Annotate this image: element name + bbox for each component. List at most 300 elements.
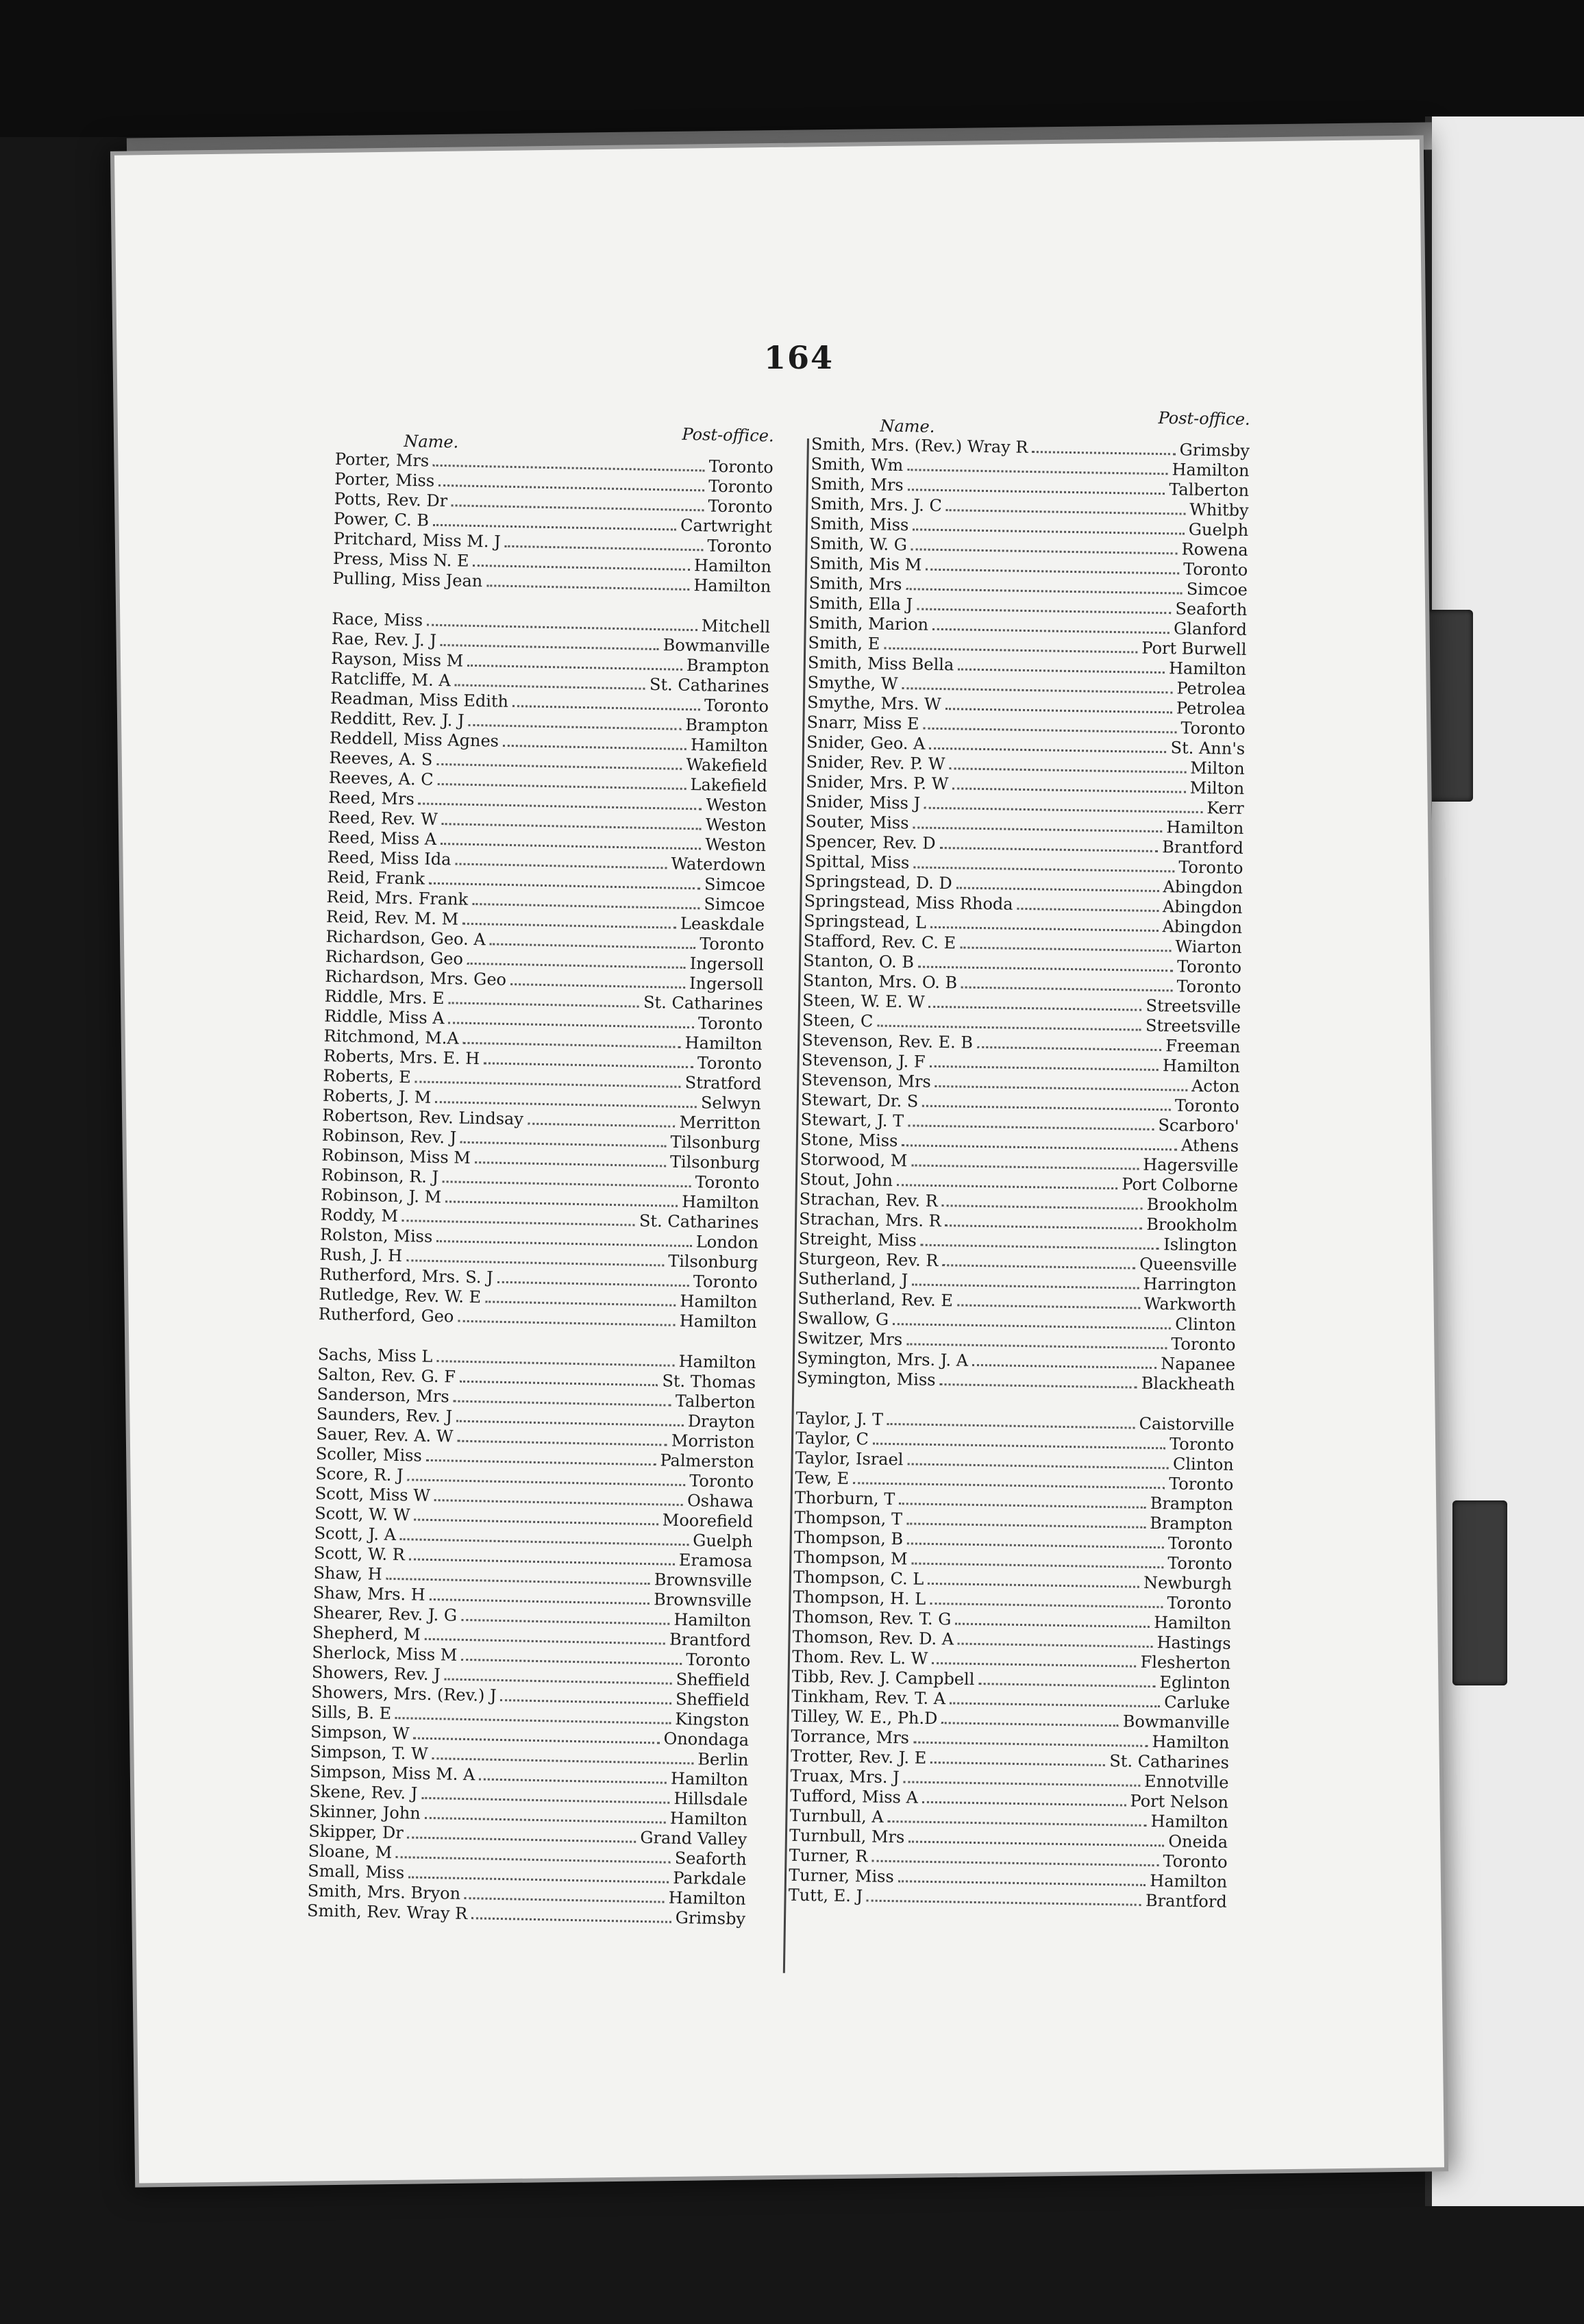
entry-name: Roddy, M — [320, 1204, 399, 1226]
entry-name: Smith, Mrs. J. C — [810, 493, 943, 515]
dot-leader — [888, 1815, 1147, 1827]
entry-name: Swallow, G — [797, 1308, 889, 1329]
dot-leader — [932, 623, 1170, 634]
entry-name: Smith, W. G — [809, 533, 908, 555]
scan-backdrop — [0, 0, 1584, 137]
dot-leader — [930, 1756, 1105, 1766]
entry-post-office: Hamilton — [678, 1351, 756, 1373]
entry-name: Thom. Rev. L. W — [792, 1646, 928, 1668]
entry-post-office: Hamilton — [1172, 460, 1250, 481]
entry-post-office: Talberton — [675, 1391, 756, 1413]
dot-leader — [917, 602, 1172, 614]
dot-leader — [908, 1835, 1164, 1846]
dot-leader — [958, 1637, 1153, 1648]
entry-name: Richardson, Mrs. Geo — [325, 966, 507, 989]
dot-leader — [960, 941, 1171, 952]
dot-leader — [425, 1633, 666, 1645]
entry-name: Reed, Miss Ida — [327, 847, 451, 869]
entry-name: Ratcliffe, M. A — [330, 668, 451, 691]
entry-post-office: Hamilton — [693, 576, 771, 597]
entry-post-office: Brampton — [1150, 1493, 1234, 1514]
dot-leader — [461, 1614, 670, 1625]
entry-name: Roberts, Mrs. E. H — [323, 1046, 480, 1069]
entry-post-office: Toronto — [1174, 1096, 1240, 1116]
entry-post-office: Toronto — [708, 456, 774, 478]
entry-post-office: Ennotville — [1143, 1771, 1229, 1792]
dot-leader — [457, 1435, 667, 1446]
dot-leader — [908, 483, 1165, 495]
dot-leader — [414, 1513, 658, 1525]
entry-name: Tutt, E. J — [788, 1885, 863, 1906]
entry-name: Smith, Rev. Wray R — [306, 1901, 468, 1924]
entry-post-office: Hamilton — [668, 1888, 746, 1909]
entry-name: Richardson, Geo. A — [325, 926, 486, 950]
entry-name: Porter, Miss — [334, 469, 435, 491]
entry-post-office: Toronto — [707, 536, 772, 557]
entry-post-office: Toronto — [708, 496, 773, 517]
entry-post-office: Brantford — [1145, 1890, 1227, 1912]
entry-name: Sauer, Rev. A. W — [316, 1424, 454, 1446]
dot-leader — [408, 1870, 669, 1883]
entry-name: Stanton, Mrs. O. B — [802, 970, 958, 993]
dot-leader — [433, 519, 676, 531]
entry-post-office: Simcoe — [704, 894, 765, 915]
name-header: Name. — [880, 416, 935, 436]
dot-leader — [873, 1437, 1165, 1450]
dot-leader — [902, 682, 1172, 693]
entry-post-office: Brantford — [1161, 837, 1244, 858]
entry-post-office: Guelph — [693, 1531, 753, 1551]
right-entry-list — [789, 434, 1250, 1912]
dot-leader — [461, 1653, 682, 1665]
dot-leader — [961, 981, 1173, 992]
entry-name: Scott, J. A — [314, 1523, 397, 1544]
dot-leader — [950, 1696, 1160, 1707]
dot-leader — [473, 559, 690, 571]
entry-post-office: Hastings — [1156, 1633, 1231, 1653]
entry-post-office: Port Burwell — [1141, 638, 1247, 660]
entry-name: Snarr, Miss E — [806, 712, 919, 734]
dot-leader — [952, 782, 1186, 793]
entry-name: Smythe, W — [807, 672, 898, 694]
entry-name: Tufford, Miss A — [789, 1785, 919, 1807]
dot-leader — [497, 1276, 689, 1287]
entry-name: Smith, Miss — [810, 513, 909, 535]
dot-leader — [972, 1359, 1156, 1369]
dot-leader — [409, 1553, 675, 1565]
entry-post-office: Tilsonburg — [667, 1251, 758, 1273]
adjacent-page — [1425, 116, 1584, 2206]
entry-name: Stout, John — [799, 1169, 893, 1190]
entry-post-office: Simcoe — [1186, 579, 1248, 600]
entry-post-office: Toronto — [685, 1650, 751, 1670]
dot-leader — [912, 1278, 1139, 1289]
dot-leader — [1017, 902, 1159, 912]
entry-post-office: Leaskdale — [680, 913, 765, 935]
entry-post-office: Toronto — [1167, 1593, 1232, 1614]
entry-name: Streight, Miss — [798, 1228, 917, 1250]
dot-leader — [442, 817, 702, 830]
dot-leader — [427, 619, 697, 632]
entry-post-office: Toronto — [1169, 1434, 1235, 1455]
dot-leader — [455, 857, 667, 869]
dot-leader — [449, 1016, 695, 1028]
entry-name: Reed, Rev. W — [327, 807, 438, 829]
entry-name: Sloane, M — [308, 1841, 393, 1862]
entry-post-office: Hamilton — [1166, 817, 1244, 838]
entry-name: Score, R. J — [315, 1463, 404, 1485]
entry-name: Rutledge, Rev. W. E — [319, 1284, 482, 1307]
entry-name: Skinner, John — [308, 1801, 421, 1823]
entry-post-office: Abingdon — [1163, 877, 1243, 898]
entry-name: Turner, Miss — [789, 1865, 895, 1887]
entry-post-office: Toronto — [1180, 718, 1246, 739]
entry-post-office: Brookholm — [1146, 1194, 1238, 1215]
entry-post-office: Hamilton — [693, 556, 772, 577]
entry-name: Spittal, Miss — [804, 851, 910, 873]
entry-post-office: Milton — [1189, 758, 1245, 778]
dot-leader — [456, 1415, 684, 1426]
entry-name: Switzer, Mrs — [797, 1328, 903, 1350]
entry-post-office: Toronto — [1167, 1533, 1233, 1554]
dot-leader — [913, 861, 1174, 872]
entry-name: Scott, W. R — [313, 1543, 406, 1565]
dot-leader — [935, 1080, 1187, 1091]
entry-name: Reid, Mrs. Frank — [326, 887, 469, 909]
dot-leader — [436, 1355, 675, 1367]
entry-name: Springstead, Miss Rhoda — [804, 891, 1013, 914]
dot-leader — [893, 1318, 1171, 1329]
entry-post-office: Hamilton — [1152, 1732, 1230, 1753]
entry-post-office: St. Catharines — [643, 992, 763, 1015]
dot-leader — [443, 1175, 691, 1187]
binding-tape-upper — [1422, 610, 1473, 802]
entry-name: Roberts, J. M — [322, 1085, 432, 1107]
entry-post-office: Toronto — [1167, 1553, 1233, 1574]
dot-leader — [942, 1259, 1135, 1269]
dot-leader — [926, 563, 1179, 575]
entry-name: Thompson, B — [793, 1527, 904, 1549]
entry-post-office: St. Ann's — [1170, 738, 1246, 758]
dot-leader — [479, 1772, 667, 1783]
entry-name: Truax, Mrs. J — [790, 1766, 900, 1788]
dot-leader — [460, 1375, 658, 1387]
entry-post-office: Hamilton — [1168, 658, 1247, 680]
dot-leader — [1032, 445, 1175, 455]
entry-name: Showers, Mrs. (Rev.) J — [311, 1682, 497, 1705]
entry-name: Simpson, Miss M. A — [309, 1761, 475, 1785]
entry-post-office: Hamilton — [680, 1291, 758, 1313]
dot-leader — [425, 1812, 666, 1824]
dot-leader — [408, 1831, 636, 1842]
dot-leader — [448, 996, 639, 1007]
entry-name: Strachan, Mrs. R — [799, 1209, 941, 1231]
entry-name: Sherlock, Miss M — [312, 1642, 458, 1665]
dot-leader — [451, 499, 704, 511]
entry-post-office: Hamilton — [684, 1033, 763, 1054]
dot-leader — [867, 1894, 1141, 1906]
entry-name: Power, C. B — [333, 508, 430, 530]
dot-leader — [907, 1537, 1164, 1548]
entry-name: Simpson, W — [310, 1722, 410, 1744]
dot-leader — [906, 1517, 1146, 1528]
entry-name: Porter, Mrs — [334, 449, 430, 471]
entry-name: Strachan, Rev. R — [799, 1189, 939, 1211]
entry-name: Thompson, C. L — [793, 1567, 924, 1589]
entry-name: Smith, Ella J — [808, 593, 913, 615]
entry-post-office: Glanford — [1173, 619, 1248, 640]
dot-leader — [406, 1254, 664, 1266]
entry-post-office: Brampton — [685, 715, 769, 737]
entry-name: Reddell, Miss Agnes — [329, 728, 499, 751]
entry-name: Thorburn, T — [794, 1487, 895, 1509]
entry-name: Reed, Miss A — [327, 827, 437, 849]
entry-post-office: Kingston — [675, 1709, 750, 1730]
entry-name: Scott, Miss W — [314, 1483, 431, 1505]
entry-name: Small, Miss — [308, 1861, 405, 1883]
entry-name: Taylor, C — [795, 1428, 869, 1449]
entry-post-office: Merritton — [679, 1112, 761, 1134]
dot-leader — [928, 1577, 1139, 1588]
entry-post-office: Milton — [1189, 778, 1245, 798]
entry-post-office: Athens — [1180, 1135, 1239, 1156]
entry-post-office: Selwyn — [700, 1093, 762, 1114]
dot-leader — [908, 1119, 1154, 1130]
dot-leader — [902, 1139, 1177, 1150]
entry-post-office: Brantford — [669, 1629, 752, 1651]
dot-leader — [463, 1037, 681, 1048]
dot-leader — [438, 778, 686, 790]
right-column — [787, 403, 1250, 1986]
dot-leader — [897, 1178, 1117, 1189]
entry-post-office: Drayton — [687, 1411, 756, 1433]
dot-leader — [913, 1736, 1148, 1747]
entry-name: Spencer, Rev. D — [804, 831, 936, 853]
entry-name: Pritchard, Miss M. J — [333, 528, 502, 552]
dot-leader — [911, 543, 1178, 554]
dot-leader — [454, 1395, 671, 1407]
entry-post-office: London — [695, 1232, 759, 1253]
dot-leader — [911, 1557, 1163, 1568]
entry-post-office: Hamilton — [679, 1311, 758, 1333]
entry-post-office: Hamilton — [681, 1191, 760, 1213]
dot-leader — [929, 1060, 1159, 1071]
entry-name: Snider, Mrs. P. W — [806, 771, 949, 794]
entry-post-office: Islington — [1163, 1235, 1237, 1255]
dot-leader — [946, 504, 1186, 515]
entry-name: Storwood, M — [800, 1149, 908, 1171]
entry-name: Sachs, Miss L — [317, 1344, 433, 1366]
dot-leader — [465, 1892, 665, 1903]
entry-name: Steen, C — [802, 1010, 874, 1031]
dot-leader — [434, 1494, 683, 1506]
dot-leader — [484, 1056, 693, 1068]
entry-post-office: Rowena — [1181, 539, 1248, 560]
entry-name: Skene, Rev. J — [309, 1781, 418, 1803]
entry-post-office: St. Thomas — [662, 1371, 756, 1393]
dot-leader — [929, 742, 1166, 753]
entry-name: Skipper, Dr — [308, 1821, 404, 1843]
entry-name: Smith, Miss Bella — [807, 652, 954, 675]
entry-name: Shaw, Mrs. H — [312, 1583, 426, 1605]
entry-post-office: Carluke — [1164, 1692, 1230, 1713]
page-number: 164 — [764, 339, 834, 376]
entry-name: Rutherford, Geo — [318, 1304, 454, 1326]
entry-name: Rayson, Miss M — [330, 648, 464, 671]
dot-leader — [929, 1000, 1142, 1011]
entry-post-office: Sheffield — [675, 1689, 750, 1710]
entry-post-office: Lakefield — [690, 775, 768, 796]
entry-post-office: Brampton — [686, 655, 770, 677]
dot-leader — [922, 1100, 1171, 1111]
entry-name: Sills, B. E — [310, 1702, 392, 1723]
dot-leader — [490, 937, 696, 949]
entry-post-office: Kerr — [1206, 798, 1244, 818]
entry-name: Pulling, Miss Jean — [332, 568, 483, 591]
dot-leader — [942, 1199, 1143, 1210]
entry-name: Turnbull, Mrs — [789, 1825, 905, 1847]
entry-name: Trotter, Rev. J. E — [790, 1746, 927, 1768]
entry-name: Riddle, Miss A — [323, 1006, 445, 1028]
dot-leader — [467, 957, 686, 969]
dot-leader — [887, 1418, 1135, 1429]
left-entry-list — [307, 449, 774, 1929]
entry-name: Press, Miss N. E — [332, 548, 469, 571]
entry-name: Smith, Mrs. (Rev.) Wray R — [810, 434, 1028, 457]
dot-leader — [941, 1716, 1119, 1727]
entry-name: Richardson, Geo — [325, 946, 464, 969]
dot-leader — [436, 1235, 692, 1247]
entry-name: Stafford, Rev. C. E — [803, 930, 956, 953]
entry-post-office: Blackheath — [1141, 1373, 1235, 1394]
entry-name: Stone, Miss — [800, 1129, 898, 1151]
dot-leader — [402, 1214, 635, 1226]
entry-name: Springstead, L — [803, 911, 927, 932]
entry-post-office: Streetsville — [1146, 996, 1241, 1017]
entry-name: Symington, Mrs. J. A — [796, 1348, 969, 1370]
entry-post-office: Eramosa — [678, 1550, 753, 1571]
entry-name: Thompson, M — [793, 1547, 908, 1569]
dot-leader — [433, 459, 705, 472]
dot-leader — [904, 1775, 1141, 1786]
dot-leader — [939, 1378, 1137, 1389]
entry-post-office: Onondaga — [663, 1729, 750, 1750]
dot-leader — [930, 1597, 1163, 1608]
dot-leader — [510, 978, 685, 989]
entry-post-office: Toronto — [1168, 1474, 1234, 1494]
dot-leader — [436, 758, 682, 770]
entry-post-office: Toronto — [1171, 1334, 1236, 1355]
entry-name: Shearer, Rev. J. G — [312, 1603, 458, 1625]
entry-name: Shaw, H — [313, 1563, 382, 1584]
dot-leader — [906, 1337, 1167, 1349]
entry-name: Shepherd, M — [312, 1622, 421, 1644]
entry-post-office: Brownsville — [654, 1570, 752, 1591]
entry-name: Sutherland, Rev. E — [797, 1288, 954, 1311]
entry-name: Smith, Mrs — [810, 473, 904, 495]
entry-name: Taylor, J. T — [795, 1408, 884, 1429]
dot-leader — [924, 802, 1202, 813]
entry-post-office: Port Nelson — [1130, 1791, 1229, 1812]
entry-post-office: Berlin — [697, 1749, 749, 1770]
entry-post-office: Hamilton — [673, 1609, 752, 1631]
dot-leader — [419, 797, 702, 810]
dot-leader — [503, 739, 686, 750]
entry-name: Springstead, D. D — [804, 871, 952, 893]
entry-post-office: Toronto — [1183, 559, 1248, 580]
entry-name: Reid, Rev. M. M — [325, 906, 459, 929]
entry-post-office: Warkworth — [1143, 1294, 1237, 1315]
dot-leader — [462, 917, 676, 929]
entry-post-office: Clinton — [1174, 1314, 1237, 1335]
entry-name: Stewart, J. T — [800, 1109, 904, 1131]
entry-post-office: Bowmanville — [663, 635, 770, 657]
entry-name: Smythe, Mrs. W — [806, 692, 941, 715]
dot-leader — [899, 1497, 1146, 1509]
entry-post-office: Abingdon — [1162, 917, 1243, 937]
entry-post-office: Queensville — [1139, 1254, 1237, 1275]
entry-post-office: Oshawa — [686, 1491, 754, 1511]
dot-leader — [958, 663, 1165, 673]
left-column — [306, 418, 774, 2002]
entry-name: Steen, W. E. W — [802, 990, 925, 1012]
dot-leader — [918, 961, 1173, 972]
entry-name: Sturgeon, Rev. R — [798, 1248, 939, 1271]
entry-post-office: Morriston — [671, 1431, 755, 1452]
entry-name: Smith, Mrs — [808, 573, 902, 595]
dot-leader — [922, 1796, 1126, 1807]
entry-post-office: Flesherton — [1140, 1652, 1231, 1673]
entry-post-office: Streetsville — [1145, 1015, 1241, 1037]
entry-post-office: Tilsonburg — [669, 1152, 760, 1174]
dot-leader — [441, 639, 659, 650]
entry-name: Salton, Rev. G. F — [317, 1364, 456, 1387]
dot-leader — [486, 579, 689, 591]
entry-post-office: St. Catharines — [639, 1211, 759, 1233]
dot-leader — [955, 1618, 1150, 1628]
entry-name: Thomson, Rev. D. A — [792, 1627, 954, 1649]
entry-name: Stevenson, J. F — [801, 1050, 926, 1072]
entry-post-office: Hamilton — [669, 1808, 748, 1829]
entry-post-office: Grand Valley — [640, 1827, 747, 1849]
entry-post-office: Brampton — [1150, 1513, 1233, 1534]
entry-post-office: Scarboro' — [1158, 1115, 1239, 1136]
entry-name: Tew, E — [795, 1468, 850, 1489]
entry-post-office: Guelph — [1188, 519, 1249, 541]
dot-leader — [977, 1041, 1161, 1051]
entry-name: Saunders, Rev. J — [316, 1404, 453, 1426]
dot-leader — [528, 1117, 676, 1128]
entry-post-office: Toronto — [700, 934, 765, 955]
entry-name: Reid, Frank — [326, 867, 425, 889]
entry-name: Snider, Geo. A — [806, 732, 926, 754]
entry-post-office: Toronto — [708, 476, 774, 497]
dot-leader — [429, 877, 700, 890]
entry-post-office: St. Catharines — [1109, 1751, 1230, 1772]
entry-name: Thomson, Rev. T. G — [792, 1607, 952, 1629]
entry-name: Thompson, T — [794, 1507, 903, 1529]
entry-post-office: Grimsby — [1179, 440, 1250, 461]
entry-name: Robinson, Miss M — [321, 1145, 471, 1167]
dot-leader — [500, 1694, 671, 1705]
dot-leader — [413, 1732, 659, 1744]
entry-name: Smith, Mrs. Bryon — [307, 1881, 461, 1903]
entry-post-office: Hamilton — [670, 1768, 749, 1790]
entry-post-office: Sheffield — [676, 1669, 751, 1690]
entry-post-office: Cartwright — [680, 515, 773, 537]
dot-leader — [957, 1298, 1140, 1309]
dot-leader — [455, 678, 646, 689]
